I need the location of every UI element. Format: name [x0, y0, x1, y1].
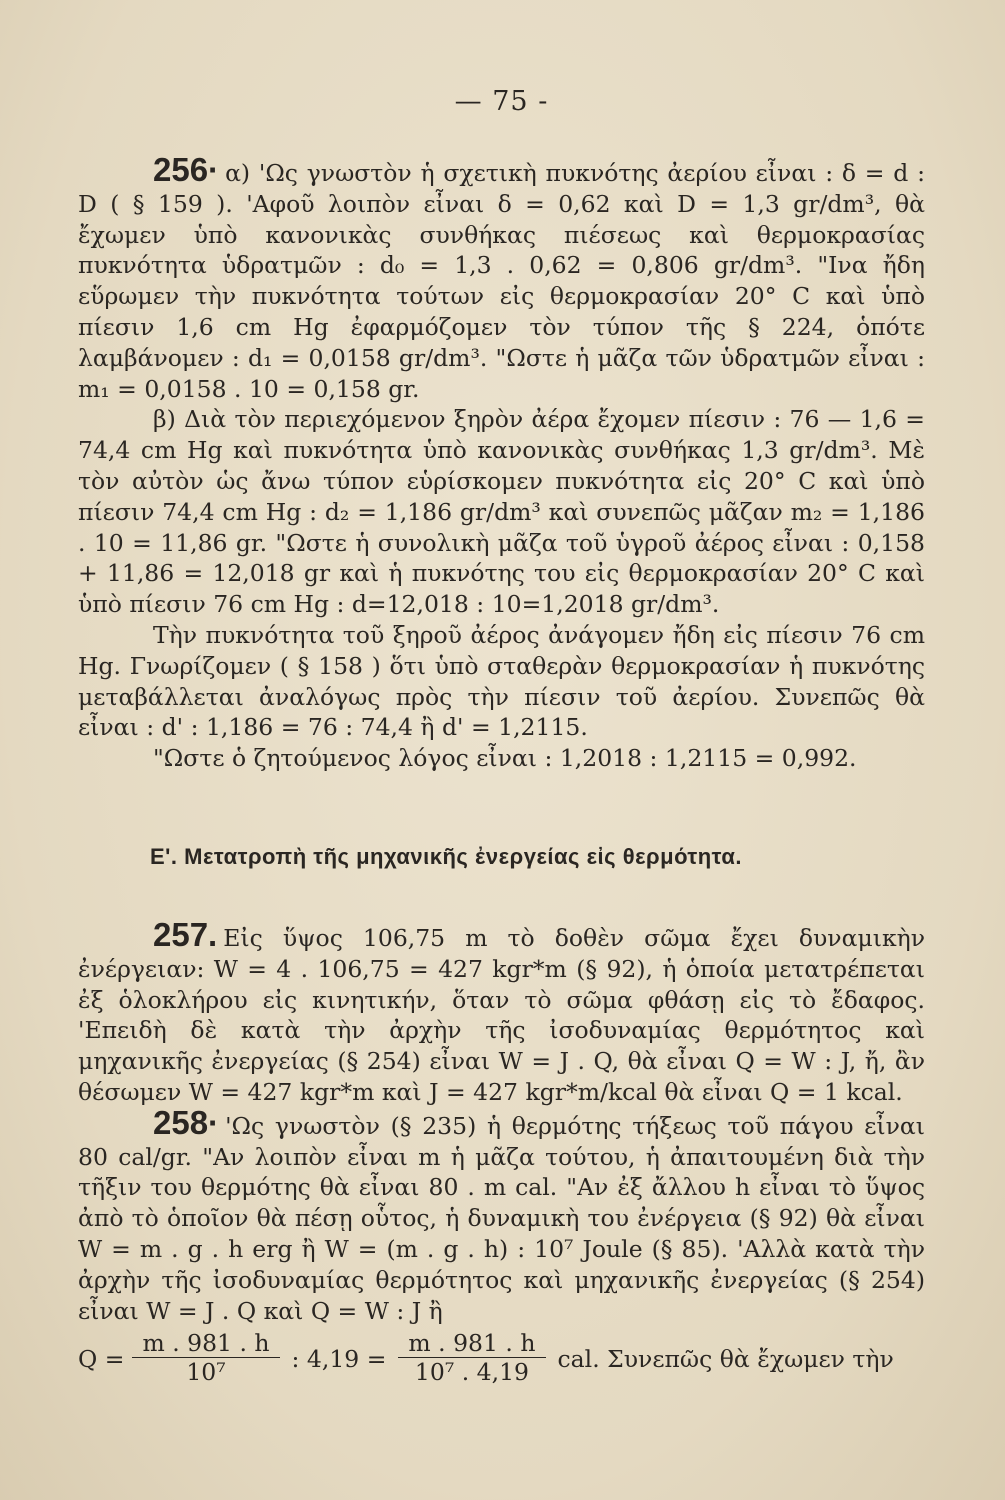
problem-256-text-a: α) 'Ως γνωστὸν ἡ σχετικὴ πυκνότης ἀερίου εἶναι : δ = d : D ( § 159 ). 'Αφοῦ λοιπὸν εἶναι δ = 0,62 καὶ D = 1,3 gr/dm³, θὰ ἔχωμεν ὑπὸ κανονικὰς συνθήκας πιέσεως καὶ θερμοκρασίας πυκνότητα ὑδρατμῶν : d₀ = 1,3 . 0,62 = 0,806 gr/dm³. "Ινα ἤδη εὕρωμεν τὴν πυκνότητα τούτων εἰς θερμοκρασίαν 20° C καὶ ὑπὸ πίεσιν 1,6 cm Hg ἐφαρμόζομεν τὸν τύπον τῆς § 224, ὁπότε λαμβάνομεν : d₁ = 0,0158 gr/dm³. "Ωστε ἡ μᾶζα τῶν ὑδρατμῶν εἶναι : m₁ = 0,0158 . 10 = 0,158 gr. — [78, 159, 925, 403]
problem-256-part-b: β) Διὰ τὸν περιεχόμενον ξηρὸν ἀέρα ἔχομεν πίεσιν : 76 — 1,6 = 74,4 cm Hg καὶ πυκνότητα ὑπὸ κανονικὰς συνθήκας 1,3 gr/dm³. Μὲ τὸν αὐτὸν ὡς ἄνω τύπον εὑρίσκομεν πυκνότητα εἰς 20° C καὶ ὑπὸ πίεσιν 74,4 cm Hg : d₂ = 1,186 gr/dm³ καὶ συνεπῶς μᾶζαν m₂ = 1,186 . 10 = 11,86 gr. "Ωστε ἡ συνολικὴ μᾶζα τοῦ ὑγροῦ ἀέρος εἶναι : 0,158 + 11,86 = 12,018 gr καὶ ἡ πυκνότης του εἰς θερμοκρασίαν 20° C καὶ ὑπὸ πίεσιν 76 cm Hg : d=12,018 : 10=1,2018 gr/dm³. — [78, 405, 925, 619]
fraction-2 — [398, 1330, 545, 1387]
page-number: — 75 - — [454, 86, 549, 117]
fraction-1-denominator: 10⁷ — [186, 1358, 226, 1387]
formula-line — [78, 1330, 925, 1387]
fraction-2-numerator: m . 981 . h — [398, 1330, 545, 1358]
problem-258 — [78, 1103, 925, 1327]
problem-number-258: 258· — [153, 1103, 220, 1141]
section-heading: Ε'. Μετατροπὴ τῆς μηχανικῆς ἐνεργείας εἰς θερμότητα. — [150, 843, 743, 869]
formula-lhs: Q = — [78, 1344, 125, 1373]
fraction-1-numerator: m . 981 . h — [132, 1330, 279, 1358]
problem-257 — [78, 915, 925, 1108]
formula-operator: : 4,19 = — [291, 1344, 387, 1373]
problem-number-256: 256· — [153, 151, 220, 188]
problem-256-part-c: Τὴν πυκνότητα τοῦ ξηροῦ ἀέρος ἀνάγομεν ἤδη εἰς πίεσιν 76 cm Hg. Γνωρίζομεν ( § 158 ) ὅτι ὑπὸ σταθερὰν θερμοκρασίαν ἡ πυκνότης μεταβάλλεται ἀναλόγως πρὸς τὴν πίεσιν τοῦ ἀερίου. Συνεπῶς θὰ εἶναι : d' : 1,186 = 76 : 74,4 ἢ d' = 1,2115. — [78, 620, 925, 742]
fraction-2-denominator: 10⁷ . 4,19 — [414, 1358, 529, 1387]
problem-number-257: 257. — [153, 915, 218, 953]
problem-257-text: Εἰς ὕψος 106,75 m τὸ δοθὲν σῶμα ἔχει δυναμικὴν ἐνέργειαν: W = 4 . 106,75 = 427 kgr*m (§ 92), ἡ ὁποία μετατρέπεται ἐξ ὁλοκλήρου εἰς κινητικήν, ὅταν τὸ σῶμα φθάσῃ εἰς τὸ ἔδαφος. 'Επειδὴ δὲ κατὰ τὴν ἀρχὴν τῆς ἰσοδυναμίας θερμότητος καὶ μηχανικῆς ἐνεργείας (§ 254) εἶναι W = J . Q, θὰ εἶναι Q = W : J, ἤ, ἂν θέσωμεν W = 427 kgr*m καὶ J = 427 kgr*m/kcal θὰ εἶναι Q = 1 kcal. — [78, 923, 925, 1106]
fraction-1 — [132, 1330, 279, 1387]
problem-258-text: 'Ως γνωστὸν (§ 235) ἡ θερμότης τήξεως τοῦ πάγου εἶναι 80 cal/gr. "Αν λοιπὸν εἶναι m ἡ μᾶζα τούτου, ἡ ἀπαιτουμένη διὰ τὴν τῆξιν του θερμότης θὰ εἶναι 80 . m cal. "Αν ἐξ ἄλλου h εἶναι τὸ ὕψος ἀπὸ τὸ ὁποῖον θὰ πέσῃ οὗτος, ἡ δυναμικὴ του ἐνέργεια (§ 92) θὰ εἶναι W = m . g . h erg ἢ W = (m . g . h) : 10⁷ Joule (§ 85). 'Αλλὰ κατὰ τὴν ἀρχὴν τῆς ἰσοδυναμίας θερμότητος καὶ μηχανικῆς ἐνεργείας (§ 254) εἶναι W = J . Q καὶ Q = W : J ἢ — [78, 1111, 925, 1325]
formula-tail: cal. Συνεπῶς θὰ ἔχωμεν τὴν — [557, 1344, 894, 1373]
problem-256-part-d: "Ωστε ὁ ζητούμενος λόγος εἶναι : 1,2018 : 1,2115 = 0,992. — [153, 744, 857, 773]
problem-256-part-a — [78, 151, 925, 404]
